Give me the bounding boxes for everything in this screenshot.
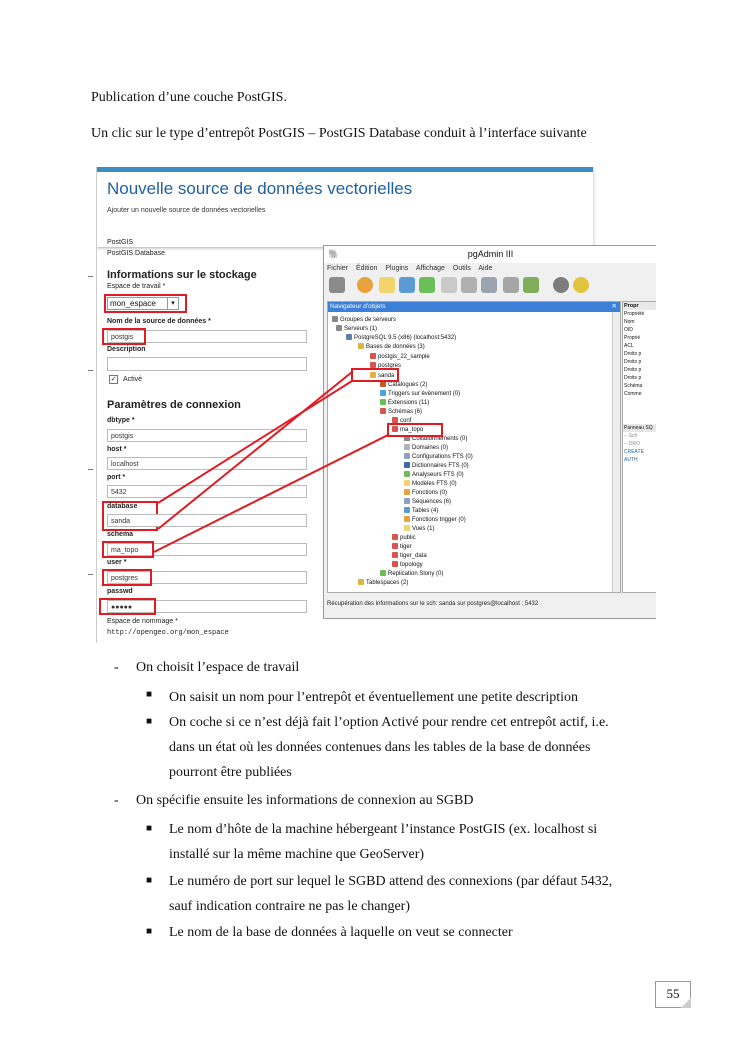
intro-line-2: Un clic sur le type d’entrepôt PostGIS – PostGIS Database conduit à l’interface suivante: [91, 126, 587, 141]
port-input[interactable]: 5432: [107, 485, 307, 498]
passwd-input[interactable]: ●●●●●: [107, 600, 307, 613]
tree-node[interactable]: Collationnements (0): [404, 435, 467, 443]
margin-tick: [88, 574, 93, 575]
dbtype-label: dbtype *: [107, 417, 135, 424]
port-label: port *: [107, 474, 126, 481]
namespace-label: Espace de nommage *: [107, 618, 178, 625]
tree-node[interactable]: Modèles FTS (0): [404, 480, 457, 488]
pgadmin-title: pgAdmin III: [467, 249, 514, 259]
tree-node[interactable]: Fonctions trigger (0): [404, 516, 466, 524]
page-subtitle: Ajouter un nouvelle source de données vectorielles: [107, 207, 266, 214]
section-storage-title: Informations sur le stockage: [107, 269, 257, 281]
close-icon[interactable]: ✕: [611, 303, 617, 310]
sql-line: -- DRO: [624, 441, 640, 447]
property-row: ACL: [624, 343, 634, 349]
user-input[interactable]: postgres: [107, 571, 307, 584]
bullet-square: ■: [146, 823, 153, 834]
workspace-label: Espace de travail *: [107, 283, 166, 290]
name-input[interactable]: postgis: [107, 330, 307, 343]
status-bar: Récupération des informations sur le sch: sanda sur postgres@localhost : 5432: [327, 601, 539, 607]
tree-node[interactable]: Triggers sur évènement (0): [380, 390, 460, 398]
database-label: database: [107, 503, 138, 510]
property-row: Droits p: [624, 351, 642, 357]
bullet-square: ■: [146, 875, 153, 886]
schema-label: schema: [107, 531, 134, 538]
menu-edit[interactable]: Édition: [355, 265, 378, 272]
bullet-dash: -: [114, 793, 119, 808]
bullet-subitem-line: dans un état où les données contenues dans les tables de la base de données: [169, 740, 591, 755]
tree-node[interactable]: Tables (4): [404, 507, 438, 515]
section-connection-title: Paramètres de connexion: [107, 399, 241, 411]
bullet-subitem: Le nom de la base de données à laquelle on veut se connecter: [169, 925, 513, 940]
name-label: Nom de la source de données *: [107, 318, 211, 325]
tree-node[interactable]: Catalogues (2): [380, 381, 427, 389]
property-row: Droits p: [624, 359, 642, 365]
schema-input[interactable]: ma_topo: [107, 543, 307, 556]
bullet-item: On choisit l’espace de travail: [136, 660, 300, 675]
workspace-value: mon_espace: [110, 299, 156, 308]
property-row: Proprié: [624, 335, 641, 341]
bullet-subitem-line: On coche si ce n’est déjà fait l’option Activé pour rendre cet entrepôt actif, i.e.: [169, 715, 609, 730]
page-number: 55: [666, 986, 680, 1001]
margin-tick: [88, 276, 93, 277]
bullet-item: On spécifie ensuite les informations de connexion au SGBD: [136, 793, 474, 808]
tree-node[interactable]: Extensions (11): [380, 399, 429, 407]
menu-plugins[interactable]: Plugins: [385, 265, 409, 272]
intro-line-1: Publication d’une couche PostGIS.: [91, 90, 287, 105]
tree-node[interactable]: Dictionnaires FTS (0): [404, 462, 469, 470]
connector-line: [158, 381, 352, 503]
bullet-square: ■: [146, 689, 153, 700]
object-browser-title: Navigateur d'objets: [330, 303, 386, 310]
connector-lines: [97, 167, 656, 643]
host-input[interactable]: localhost: [107, 457, 307, 470]
tree-node[interactable]: postgis_22_sample: [370, 353, 430, 361]
property-row: OID: [624, 327, 633, 333]
properties-header: Propr: [623, 302, 656, 310]
screenshot-figure: [96, 167, 656, 643]
tree-node[interactable]: postgres: [370, 362, 401, 370]
elephant-icon: 🐘: [328, 249, 340, 259]
property-row: Nom: [624, 319, 635, 325]
tree-node[interactable]: Serveurs (1): [336, 325, 377, 333]
bullet-square: ■: [146, 716, 153, 727]
database-input[interactable]: sanda: [107, 514, 307, 527]
sql-line: AUTH: [624, 457, 638, 463]
tree-node[interactable]: Bases de données (3): [358, 343, 425, 351]
tree-node[interactable]: ma_topo: [392, 426, 423, 434]
menu-view[interactable]: Affichage: [415, 265, 445, 272]
connector-line: [154, 435, 388, 552]
page-number-box: [655, 981, 691, 1008]
store-type-desc: PostGIS Database: [107, 250, 165, 257]
chevron-down-icon: ▾: [167, 298, 178, 309]
bullet-subitem-line: pourront être publiées: [169, 765, 292, 780]
bullet-dash: -: [114, 660, 119, 675]
property-row: Schéma: [624, 383, 643, 389]
page-curl-icon: [681, 998, 691, 1008]
margin-tick: [88, 370, 93, 371]
margin-tick: [88, 469, 93, 470]
bullet-subitem-line: Le nom d’hôte de la machine hébergeant l’instance PostGIS (ex. localhost si: [169, 822, 598, 837]
property-row: Droits p: [624, 367, 642, 373]
bullet-subitem: On saisit un nom pour l’entrepôt et éventuellement une petite description: [169, 690, 579, 705]
sql-line: CREATE: [624, 449, 644, 455]
tree-node[interactable]: Séquences (6): [404, 498, 451, 506]
tree-node[interactable]: public: [392, 534, 416, 542]
description-label: Description: [107, 346, 146, 353]
sql-line: -- Sch: [624, 433, 638, 439]
tree-node[interactable]: Schémas (6): [380, 408, 422, 416]
user-label: user *: [107, 559, 127, 566]
tree-node[interactable]: Fonctions (0): [404, 489, 447, 497]
store-type: PostGIS: [107, 239, 134, 246]
tree-node[interactable]: Configurations FTS (0): [404, 453, 473, 461]
property-row: Comme: [624, 391, 642, 397]
page-title: Nouvelle source de données vectorielles: [107, 179, 413, 198]
tree-node[interactable]: topology: [392, 561, 423, 569]
tree-node[interactable]: tiger: [392, 543, 412, 551]
host-label: host *: [107, 446, 127, 453]
connector-line: [158, 372, 352, 529]
bullet-subitem-line: Le numéro de port sur lequel le SGBD attend des connexions (par défaut 5432,: [169, 874, 613, 889]
menu-help[interactable]: Aide: [478, 265, 493, 272]
namespace-value: http://opengeo.org/mon_espace: [107, 629, 229, 637]
property-row: Droits p: [624, 375, 642, 381]
properties-column: Propriété: [624, 311, 645, 317]
bullet-square: ■: [146, 926, 153, 937]
tree-node[interactable]: Groupes de serveurs: [332, 316, 396, 324]
tree-node[interactable]: Tablespaces (2): [358, 579, 408, 587]
enabled-checkbox[interactable]: ✓: [110, 375, 117, 383]
tree-node[interactable]: Vues (1): [404, 525, 434, 533]
enabled-label: Activé: [123, 376, 143, 383]
tree-node[interactable]: conf: [392, 417, 411, 425]
bullet-subitem-line: sauf indication contraire ne pas le changer): [169, 899, 411, 914]
bullet-subitem-line: installé sur la même machine que GeoServer): [169, 847, 425, 862]
sql-pane-header: Panneau SQ: [623, 424, 656, 432]
tree-node[interactable]: Analyseurs FTS (0): [404, 471, 464, 479]
passwd-label: passwd: [107, 588, 133, 595]
menu-tools[interactable]: Outils: [452, 265, 471, 272]
dbtype-input[interactable]: postgis: [107, 429, 307, 442]
tree-node[interactable]: tiger_data: [392, 552, 427, 560]
menu-file[interactable]: Fichier: [327, 265, 349, 272]
tree-node[interactable]: PostgreSQL 9.5 (x86) (localhost:5432): [346, 334, 456, 342]
tree-node[interactable]: Domaines (0): [404, 444, 448, 452]
tree-node[interactable]: sanda: [370, 372, 394, 380]
tree-node[interactable]: Replication Slony (0): [380, 570, 443, 578]
